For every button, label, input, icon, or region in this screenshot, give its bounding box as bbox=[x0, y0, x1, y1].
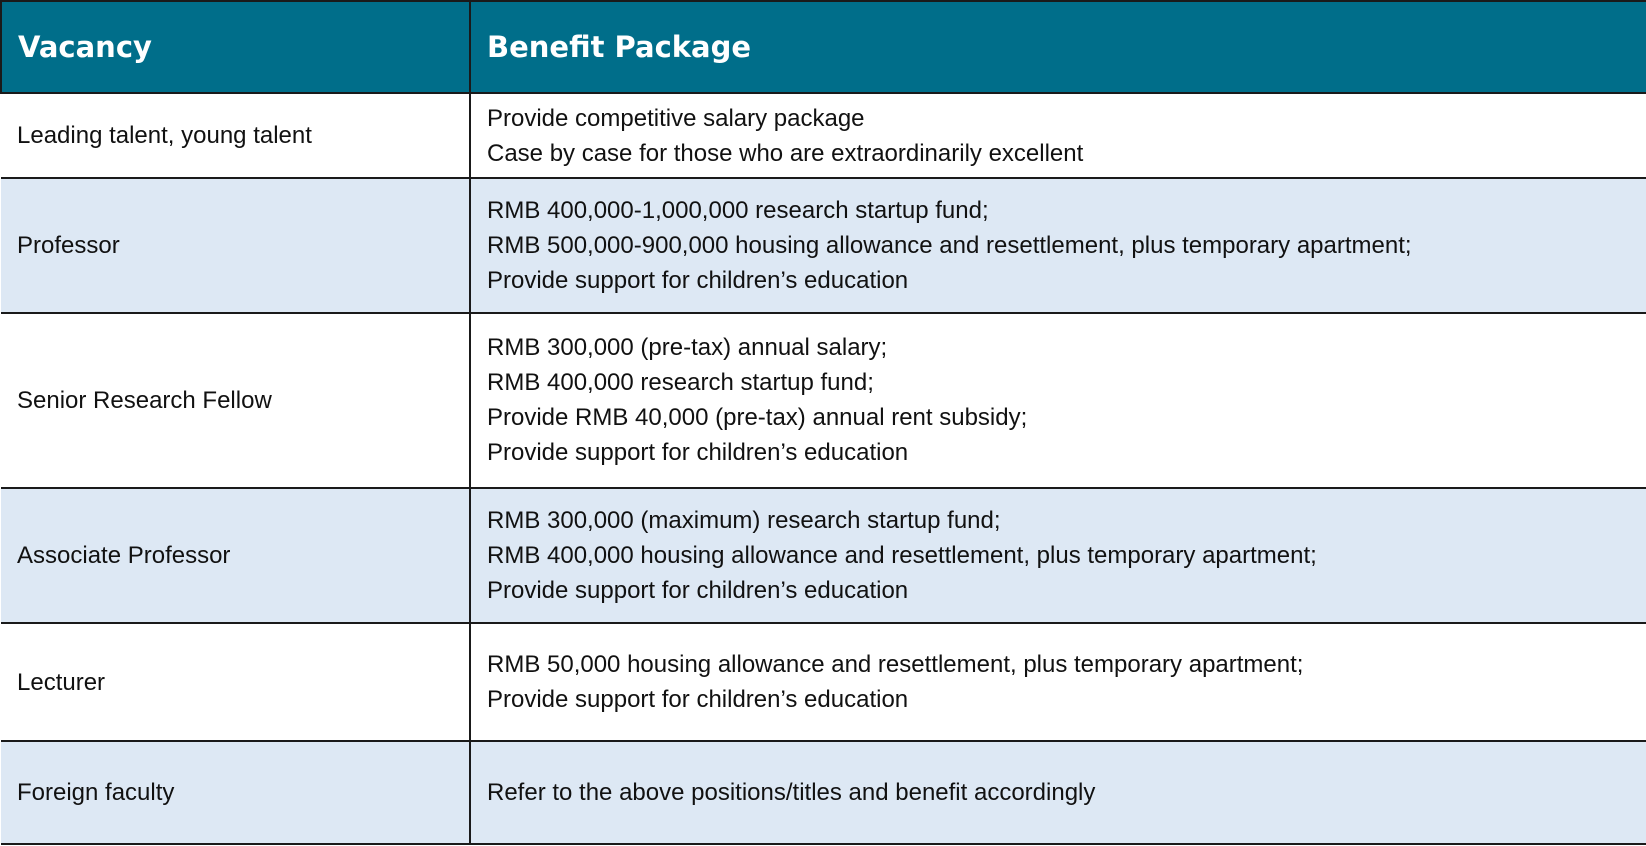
benefit-cell bbox=[470, 623, 1646, 741]
benefit-line: RMB 300,000 (pre-tax) annual salary; bbox=[487, 334, 888, 362]
table-row bbox=[1, 741, 1646, 844]
benefit-line: RMB 400,000-1,000,000 research startup fund; bbox=[487, 196, 989, 224]
table-row bbox=[1, 178, 1646, 312]
vacancy-cell: Associate Professor bbox=[1, 488, 470, 623]
header-benefit-package: Benefit Package bbox=[470, 1, 1646, 93]
benefit-cell bbox=[470, 313, 1646, 488]
table-row bbox=[1, 93, 1646, 178]
table-row bbox=[1, 313, 1646, 488]
benefit-line: Provide support for children’s education bbox=[487, 577, 909, 605]
benefit-line: Provide support for children’s education bbox=[487, 439, 909, 467]
benefit-cell bbox=[470, 93, 1646, 178]
vacancy-cell: Leading talent, young talent bbox=[1, 93, 470, 178]
benefit-line: Provide RMB 40,000 (pre-tax) annual rent subsidy; bbox=[487, 404, 1028, 432]
benefit-line: Case by case for those who are extraordinarily excellent bbox=[487, 139, 1084, 167]
benefit-line: Provide competitive salary package bbox=[487, 104, 865, 132]
table-body bbox=[1, 93, 1646, 844]
benefit-line: RMB 50,000 housing allowance and resettlement, plus temporary apartment; bbox=[487, 651, 1304, 679]
benefit-line: Provide support for children’s education bbox=[487, 266, 909, 294]
header-row bbox=[1, 1, 1646, 93]
header-vacancy: Vacancy bbox=[1, 1, 470, 93]
benefit-line: RMB 300,000 (maximum) research startup fund; bbox=[487, 507, 1001, 535]
vacancy-cell: Professor bbox=[1, 178, 470, 312]
benefit-line: Refer to the above positions/titles and benefit accordingly bbox=[487, 779, 1096, 807]
vacancy-cell: Foreign faculty bbox=[1, 741, 470, 844]
benefit-line: Provide support for children’s education bbox=[487, 686, 909, 714]
benefit-cell bbox=[470, 488, 1646, 623]
benefit-cell bbox=[470, 741, 1646, 844]
benefit-line: RMB 400,000 housing allowance and resettlement, plus temporary apartment; bbox=[487, 542, 1317, 570]
benefit-line: RMB 500,000-900,000 housing allowance and resettlement, plus temporary apartment; bbox=[487, 231, 1412, 259]
table-row bbox=[1, 488, 1646, 623]
vacancy-cell: Lecturer bbox=[1, 623, 470, 741]
table-header bbox=[1, 1, 1646, 93]
benefit-line: RMB 400,000 research startup fund; bbox=[487, 369, 874, 397]
benefit-cell bbox=[470, 178, 1646, 312]
table-row bbox=[1, 623, 1646, 741]
vacancy-cell: Senior Research Fellow bbox=[1, 313, 470, 488]
